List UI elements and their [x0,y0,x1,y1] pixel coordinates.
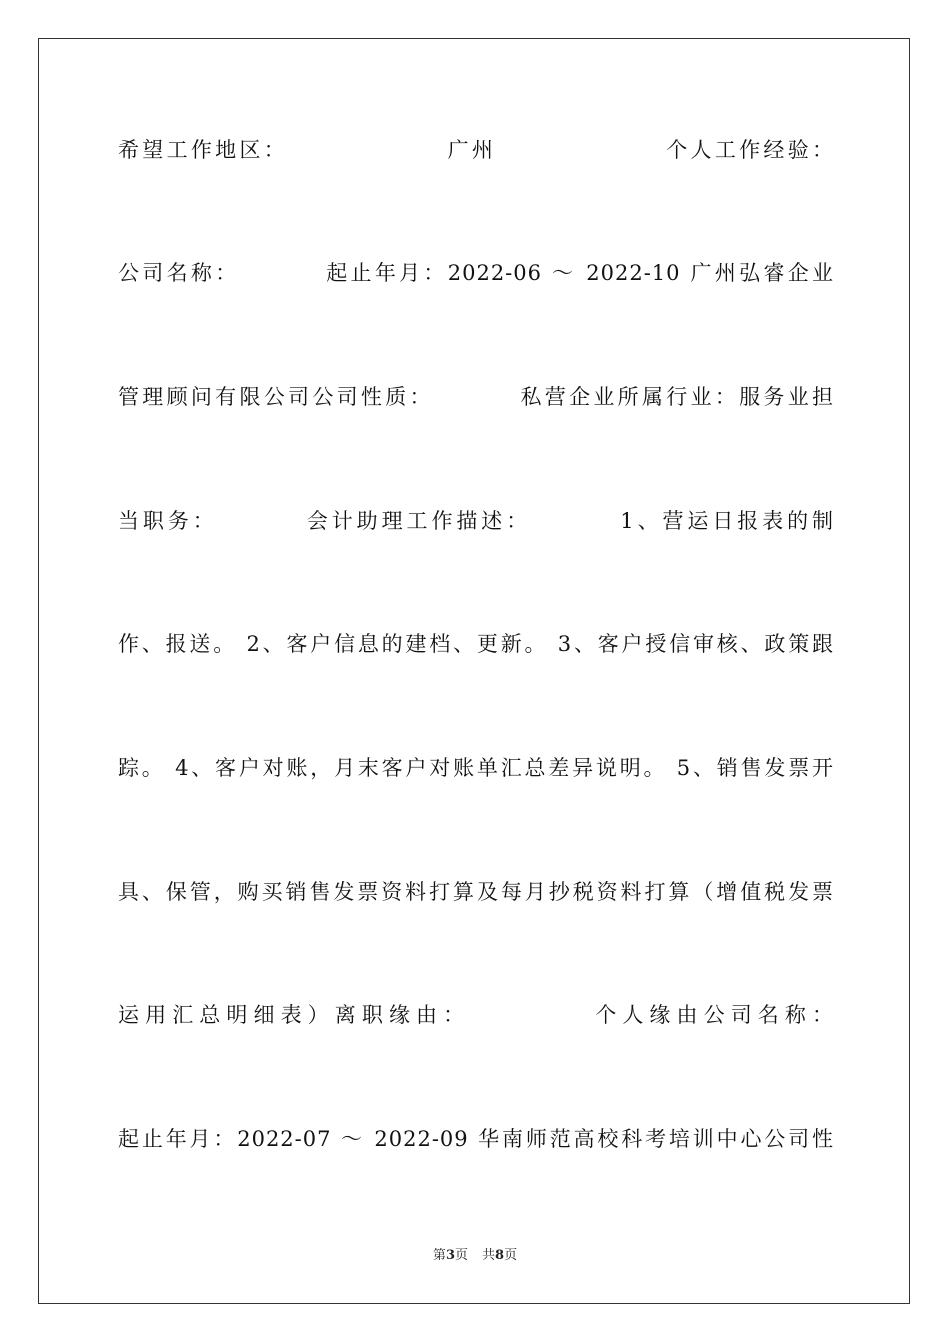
total-suffix: 页 [504,1248,518,1263]
page-suffix: 页 [454,1248,468,1263]
page-current: 3 [445,1248,455,1263]
text-line-8: 运用汇总明细表）离职缘由： 个人缘由公司名称： [118,1003,834,1027]
text-line-4: 当职务： 会计助理工作描述： 1、营运日报表的制 [118,509,834,533]
page-prefix: 第 [432,1248,446,1263]
page-footer [0,1247,950,1265]
text-line-5: 作、报送。 2、客户信息的建档、更新。 3、客户授信审核、政策跟 [118,632,834,656]
text-line-6: 踪。 4、客户对账，月末客户对账单汇总差异说明。 5、销售发票开 [118,756,834,780]
page-border [38,38,910,1304]
text-line-1: 希望工作地区： 广州 个人工作经验： [118,138,834,162]
total-prefix: 共 [482,1248,496,1263]
text-line-7: 具、保管，购买销售发票资料打算及每月抄税资料打算（增值税发票 [118,880,834,904]
page-total: 8 [495,1248,505,1263]
text-line-2: 公司名称： 起止年月：2022-06 ～ 2022-10 广州弘睿企业 [118,261,834,285]
text-line-3: 管理顾问有限公司公司性质： 私营企业所属行业：服务业担 [118,385,834,409]
text-line-9: 起止年月：2022-07 ～ 2022-09 华南师范高校科考培训中心公司性 [118,1127,834,1151]
